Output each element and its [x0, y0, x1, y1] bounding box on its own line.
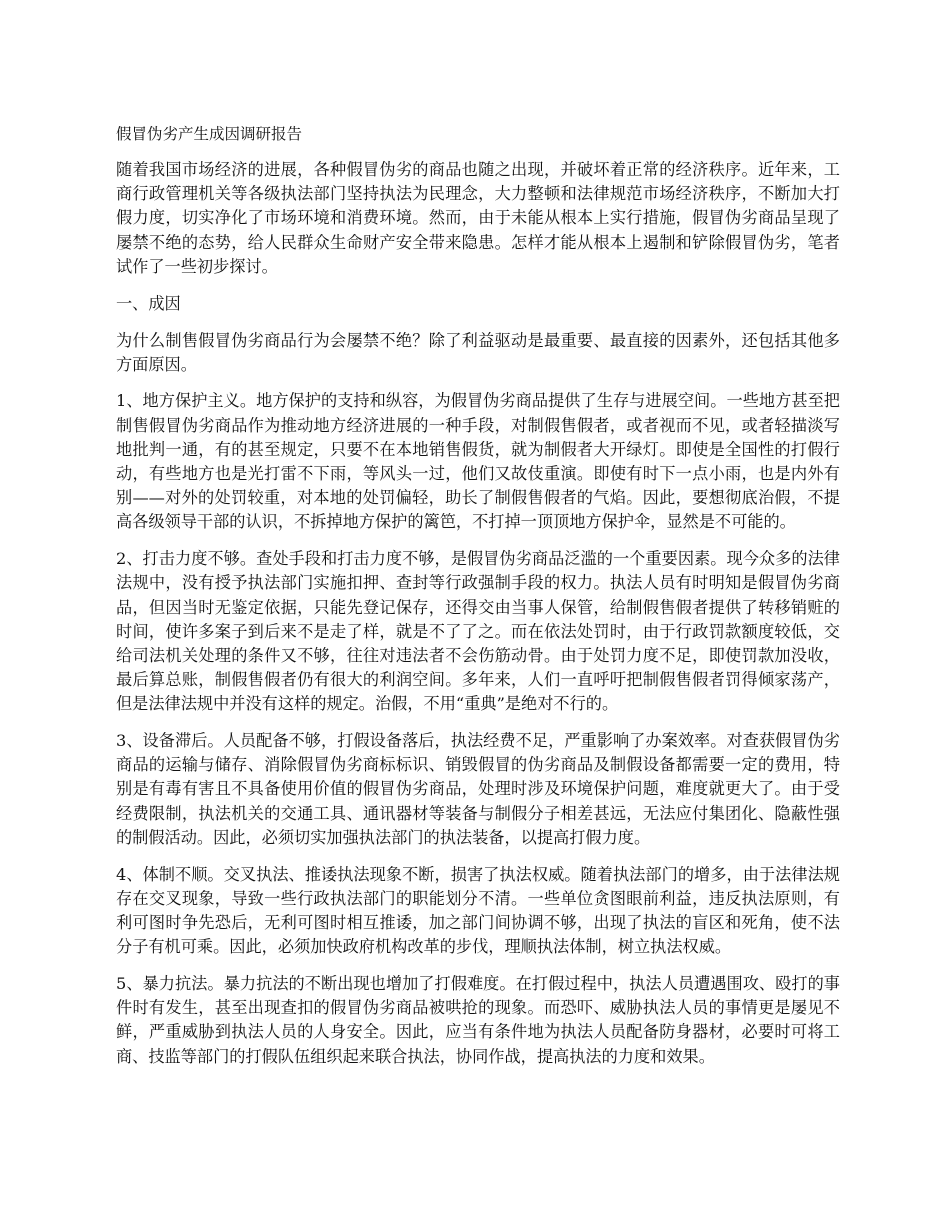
point-local-protectionism: 1、地方保护主义。地方保护的支持和纵容，为假冒伪劣商品提供了生存与进展空间。一些地方甚至把制售假冒伪劣商品作为推动地方经济进展的一种手段，对制假售假者，或者视而不见，或者轻描淡写地批判一通，有的甚至规定，只要不在本地销售假货，就为制假者大开绿灯。即使是全国性的打假行动，有些地方也是光打雷不下雨，等风头一过，他们又故伎重演。即使有时下一点小雨，也是内外有别——对外的处罚较重，对本地的处罚偏轻，助长了制假售假者的气焰。因此，要想彻底治假，不提高各级领导干部的认识，不拆掉地方保护的篱笆，不打掉一顶顶地方保护伞，显然是不可能的。	[116, 391, 840, 532]
section-intro-paragraph: 为什么制售假冒伪劣商品行为会屡禁不绝？除了利益驱动是最重要、最直接的因素外，还包括其他多方面原因。	[116, 330, 840, 374]
intro-paragraph: 随着我国市场经济的进展，各种假冒伪劣的商品也随之出现，并破坏着正常的经济秩序。近年来，工商行政管理机关等各级执法部门坚持执法为民理念，大力整顿和法律规范市场经济秩序，不断加大打假力度，切实净化了市场环境和消费环境。然而，由于未能从根本上实行措施，假冒伪劣商品呈现了屡禁不绝的态势，给人民群众生命财产安全带来隐患。怎样才能从根本上遏制和铲除假冒伪劣，笔者试作了一些初步探讨。	[116, 160, 840, 276]
point-outdated-equipment: 3、设备滞后。人员配备不够，打假设备落后，执法经费不足，严重影响了办案效率。对查获假冒伪劣商品的运输与储存、消除假冒伪劣商标标识、销毁假冒的伪劣商品及制假设备都需要一定的费用，特别是有毒有害且不具备使用价值的假冒伪劣商品，处理时涉及环境保护问题，难度就更大了。由于受经费限制，执法机关的交通工具、通讯器材等装备与制假分子相差甚远，无法应付集团化、隐蔽性强的制假活动。因此，必须切实加强执法部门的执法装备，以提高打假力度。	[116, 731, 840, 847]
document-page	[116, 122, 840, 1081]
point-system-issues: 4、体制不顺。交叉执法、推诿执法现象不断，损害了执法权威。随着执法部门的增多，由于法律法规存在交叉现象，导致一些行政执法部门的职能划分不清。一些单位贪图眼前利益，违反执法原则，有利可图时争先恐后，无利可图时相互推诿，加之部门间协调不够，出现了执法的盲区和死角，使不法分子有机可乘。因此，必须加快政府机构改革的步伐，理顺执法体制，树立执法权威。	[116, 864, 840, 957]
document-title: 假冒伪劣产生成因调研报告	[116, 125, 303, 143]
point-violent-resistance: 5、暴力抗法。暴力抗法的不断出现也增加了打假难度。在打假过程中，执法人员遭遇围攻、殴打的事件时有发生，甚至出现查扣的假冒伪劣商品被哄抢的现象。而恐吓、威胁执法人员的事情更是屡见不鲜，严重威胁到执法人员的人身安全。因此，应当有条件地为执法人员配备防身器材，必要时可将工商、技监等部门的打假队伍组织起来联合执法，协同作战，提高执法的力度和效果。	[116, 973, 840, 1066]
point-insufficient-enforcement: 2、打击力度不够。查处手段和打击力度不够，是假冒伪劣商品泛滥的一个重要因素。现今众多的法律法规中，没有授予执法部门实施扣押、查封等行政强制手段的权力。执法人员有时明知是假冒伪劣商品，但因当时无鉴定依据，只能先登记保存，还得交由当事人保管，给制假售假者提供了转移销赃的时间，使许多案子到后来不是走了样，就是不了了之。而在依法处罚时，由于行政罚款额度较低，交给司法机关处理的条件又不够，往往对违法者不会伤筋动骨。由于处罚力度不足，即使罚款加没收，最后算总账，制假售假者仍有很大的利润空间。多年来，人们一直呼吁把制假售假者罚得倾家荡产，但是法律法规中并没有这样的规定。治假，不用“重典”是绝对不行的。	[116, 549, 840, 714]
section-heading-causes: 一、成因	[116, 293, 181, 313]
